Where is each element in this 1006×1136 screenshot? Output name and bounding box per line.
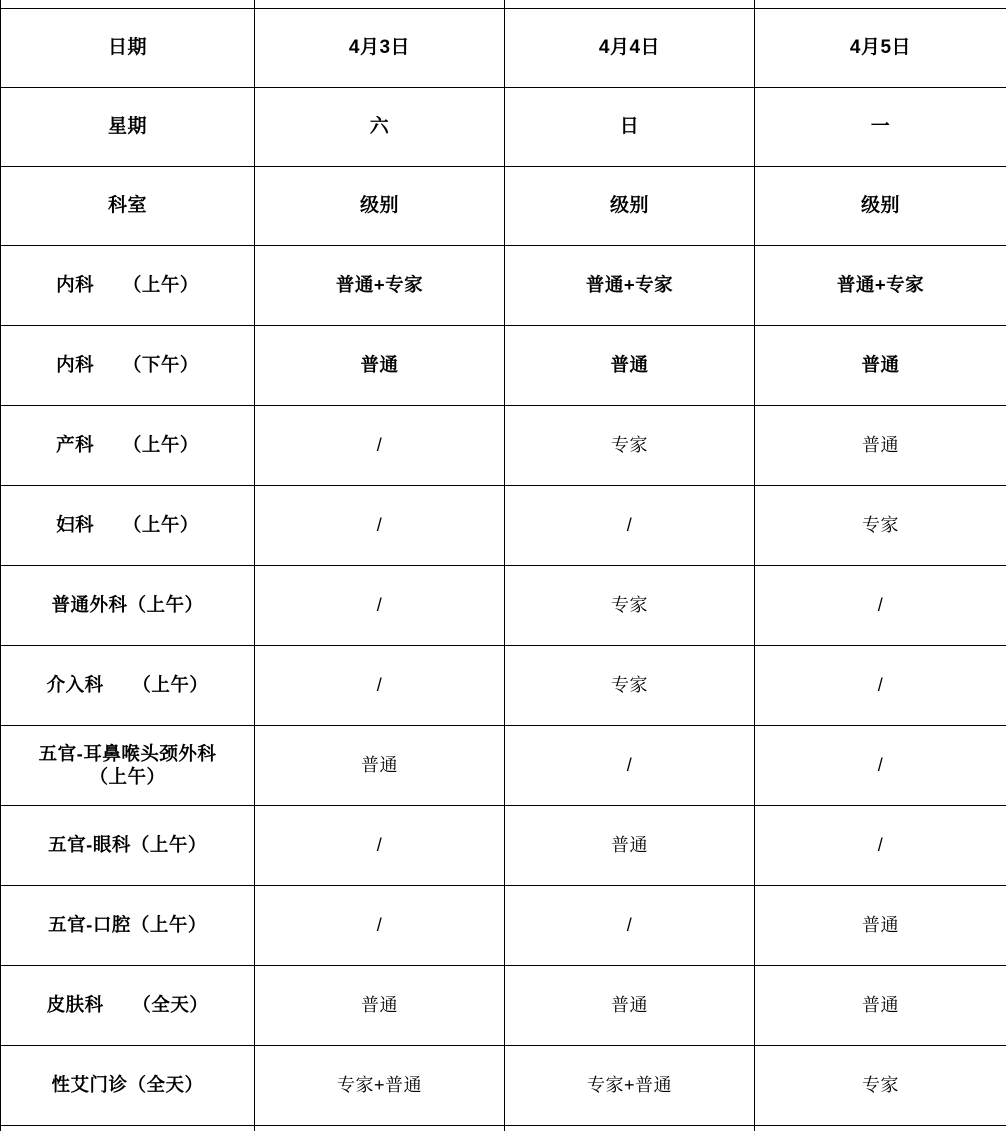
table-row: [1, 885, 1006, 965]
table-row: [1, 485, 1006, 565]
row-value: /: [255, 805, 505, 885]
row-label: 产科 （上午）: [1, 405, 255, 485]
row-header-department: 科室: [1, 166, 255, 245]
weekday-col-2: 日: [505, 87, 755, 166]
row-label: 妇科 （上午）: [1, 485, 255, 565]
row-label: [1, 725, 255, 805]
row-value: /: [255, 645, 505, 725]
row-value: /: [505, 725, 755, 805]
cut-cell: [255, 0, 505, 8]
row-value: 普通: [755, 405, 1006, 485]
row-value: 专家: [755, 1045, 1006, 1125]
row-value: 普通: [755, 325, 1006, 405]
row-value: 专家+普通: [505, 1045, 755, 1125]
row-value: 专家: [505, 405, 755, 485]
cut-cell: [755, 1125, 1006, 1131]
row-value: 普通: [505, 325, 755, 405]
row-label: 普通外科（上午）: [1, 565, 255, 645]
row-label-line1: 五官-耳鼻喉头颈外科: [38, 742, 217, 764]
row-label: 性艾门诊（全天）: [1, 1045, 255, 1125]
date-col-1: 4月3日: [255, 8, 505, 87]
cut-cell: [755, 0, 1006, 8]
row-value: /: [255, 485, 505, 565]
row-label: 五官-眼科（上午）: [1, 805, 255, 885]
row-label: 五官-口腔（上午）: [1, 885, 255, 965]
row-value: /: [755, 725, 1006, 805]
table-row: [1, 325, 1006, 405]
level-col-2: 级别: [505, 166, 755, 245]
row-label: 介入科 （上午）: [1, 645, 255, 725]
cut-cell: [505, 1125, 755, 1131]
date-col-2: 4月4日: [505, 8, 755, 87]
row-value: /: [755, 565, 1006, 645]
cut-cell: [1, 0, 255, 8]
row-value: 普通: [255, 965, 505, 1045]
table-row: [1, 1045, 1006, 1125]
row-value: 专家: [505, 645, 755, 725]
cut-cell: [1, 1125, 255, 1131]
table-row-cut-bottom: [1, 1125, 1006, 1131]
cut-cell: [255, 1125, 505, 1131]
level-col-3: 级别: [755, 166, 1006, 245]
row-header-date: 日期: [1, 8, 255, 87]
row-label: 内科 （下午）: [1, 325, 255, 405]
row-label: 皮肤科 （全天）: [1, 965, 255, 1045]
row-value: 专家+普通: [255, 1045, 505, 1125]
table-row: [1, 725, 1006, 805]
date-col-3: 4月5日: [755, 8, 1006, 87]
level-col-1: 级别: [255, 166, 505, 245]
row-label-line2: （上午）: [89, 766, 166, 787]
row-value: /: [505, 485, 755, 565]
row-value: /: [255, 885, 505, 965]
table-row: [1, 645, 1006, 725]
row-value: 普通: [505, 965, 755, 1045]
row-value: /: [755, 805, 1006, 885]
row-label: 内科 （上午）: [1, 245, 255, 325]
row-value: 普通+专家: [255, 245, 505, 325]
row-header-weekday: 星期: [1, 87, 255, 166]
row-value: /: [255, 405, 505, 485]
table-row: [1, 245, 1006, 325]
row-value: 普通: [755, 965, 1006, 1045]
table-row: [1, 965, 1006, 1045]
table-row-weekday: [1, 87, 1006, 166]
row-value: 普通+专家: [755, 245, 1006, 325]
row-value: 普通: [505, 805, 755, 885]
weekday-col-1: 六: [255, 87, 505, 166]
row-value: 普通: [755, 885, 1006, 965]
row-value: /: [755, 645, 1006, 725]
table-row-department-header: [1, 166, 1006, 245]
table-row-cut-top: [1, 0, 1006, 8]
row-value: 专家: [505, 565, 755, 645]
row-value: 普通+专家: [505, 245, 755, 325]
row-value: 普通: [255, 725, 505, 805]
row-value: 专家: [755, 485, 1006, 565]
row-value: /: [505, 885, 755, 965]
table-row: [1, 565, 1006, 645]
cut-cell: [505, 0, 755, 8]
table-row: [1, 405, 1006, 485]
weekday-col-3: 一: [755, 87, 1006, 166]
row-value: /: [255, 565, 505, 645]
table-row-date: [1, 8, 1006, 87]
table-row: [1, 805, 1006, 885]
row-value: 普通: [255, 325, 505, 405]
